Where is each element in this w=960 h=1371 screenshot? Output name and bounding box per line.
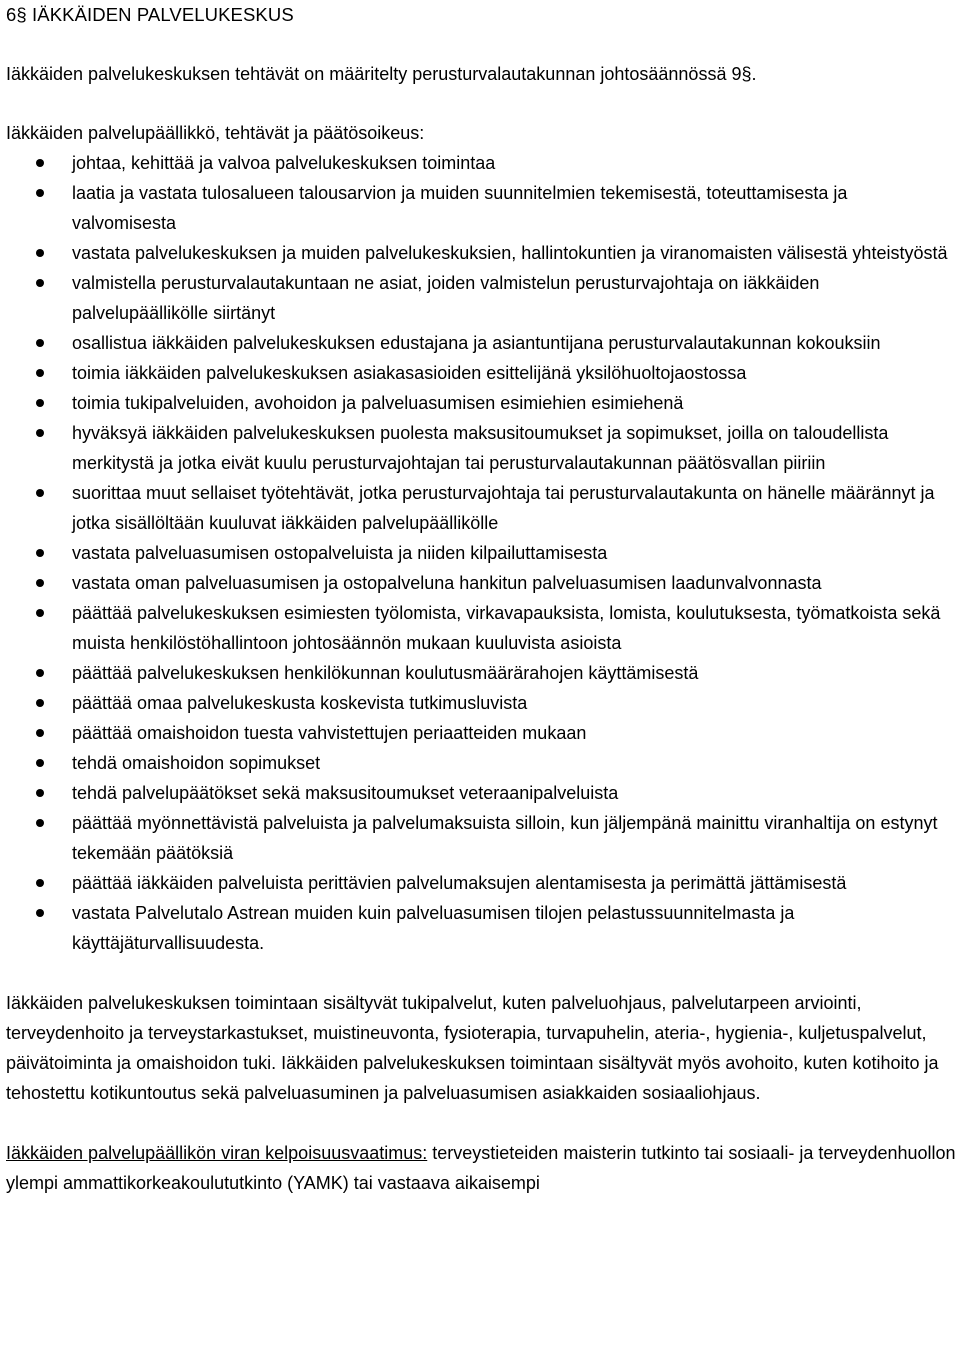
bullet-icon bbox=[36, 879, 44, 887]
list-item bbox=[6, 418, 956, 478]
bullet-icon bbox=[36, 909, 44, 917]
bullet-icon bbox=[36, 609, 44, 617]
qualification-label: Iäkkäiden palvelupäällikön viran kelpoisuusvaatimus: bbox=[6, 1143, 428, 1163]
list-item bbox=[6, 598, 956, 658]
list-item bbox=[6, 538, 956, 568]
list-item bbox=[6, 868, 956, 898]
bullet-icon bbox=[36, 699, 44, 707]
list-item-text: päättää omaishoidon tuesta vahvistettujen periaatteiden mukaan bbox=[72, 723, 587, 743]
list-item-text: osallistua iäkkäiden palvelukeskuksen edustajana ja asiantuntijana perusturvalautakunnan kokouksiin bbox=[72, 333, 881, 353]
bullet-icon bbox=[36, 729, 44, 737]
list-item-text: valmistella perusturvalautakuntaan ne asiat, joiden valmistelun perusturvajohtaja on iäkkäiden palvelupäällikölle siirtänyt bbox=[72, 273, 820, 323]
list-item-text: tehdä palvelupäätökset sekä maksusitoumukset veteraanipalveluista bbox=[72, 783, 619, 803]
bullet-icon bbox=[36, 819, 44, 827]
list-item bbox=[6, 238, 956, 268]
list-item bbox=[6, 178, 956, 238]
bullet-icon bbox=[36, 249, 44, 257]
bullet-icon bbox=[36, 189, 44, 197]
list-item bbox=[6, 268, 956, 328]
list-item bbox=[6, 748, 956, 778]
list-item-text: johtaa, kehittää ja valvoa palvelukeskuksen toimintaa bbox=[72, 153, 496, 173]
list-item-text: päättää omaa palvelukeskusta koskevista tutkimusluvista bbox=[72, 693, 528, 713]
intro-paragraph: Iäkkäiden palvelukeskuksen tehtävät on määritelty perusturvalautakunnan johtosäännössä 9§. bbox=[6, 64, 757, 84]
list-item-text: toimia tukipalveluiden, avohoidon ja palveluasumisen esimiehien esimiehenä bbox=[72, 393, 684, 413]
list-item bbox=[6, 358, 956, 388]
document-page bbox=[6, 0, 956, 1198]
bullet-icon bbox=[36, 549, 44, 557]
list-item-text: laatia ja vastata tulosalueen talousarvion ja muiden suunnitelmien tekemisestä, toteuttamisesta ja valvomisesta bbox=[72, 183, 848, 233]
list-item-text: vastata palveluasumisen ostopalveluista ja niiden kilpailuttamisesta bbox=[72, 543, 608, 563]
list-item bbox=[6, 148, 956, 178]
list-item bbox=[6, 478, 956, 538]
duties-list bbox=[6, 148, 956, 958]
list-item-text: päättää palvelukeskuksen esimiesten työlomista, virkavapauksista, lomista, koulutuksesta, työmatkoista sekä muista henkilöstöhallintoon johtosäännön mukaan kuuluvista asioista bbox=[72, 603, 941, 653]
qualification-text: terveystieteiden maisterin tutkinto tai sosiaali- ja terveydenhuollon ylempi ammattikorkeakoulututkinto (YAMK) tai vastaava aikaisempi bbox=[6, 1143, 956, 1193]
bullet-icon bbox=[36, 489, 44, 497]
list-item-text: tehdä omaishoidon sopimukset bbox=[72, 753, 321, 773]
bullet-icon bbox=[36, 579, 44, 587]
bullet-icon bbox=[36, 339, 44, 347]
list-item bbox=[6, 898, 956, 958]
section-heading: 6§ IÄKKÄIDEN PALVELUKESKUS bbox=[6, 4, 294, 25]
list-item bbox=[6, 328, 956, 358]
list-item bbox=[6, 658, 956, 688]
qualification-paragraph bbox=[6, 1138, 956, 1198]
list-item bbox=[6, 388, 956, 418]
duties-title: Iäkkäiden palvelupäällikkö, tehtävät ja päätösoikeus: bbox=[6, 123, 425, 143]
list-item-text: päättää myönnettävistä palveluista ja palvelumaksuista silloin, kun jäljempänä mainittu viranhaltija on estynyt tekemään päätöksiä bbox=[72, 813, 938, 863]
list-item-text: vastata Palvelutalo Astrean muiden kuin palveluasumisen tilojen pelastussuunnitelmasta ja käyttäjäturvallisuudesta. bbox=[72, 903, 795, 953]
list-item bbox=[6, 688, 956, 718]
bullet-icon bbox=[36, 789, 44, 797]
list-item-text: päättää palvelukeskuksen henkilökunnan koulutusmäärärahojen käyttämisestä bbox=[72, 663, 699, 683]
list-item-text: toimia iäkkäiden palvelukeskuksen asiakasasioiden esittelijänä yksilöhuoltojaostossa bbox=[72, 363, 747, 383]
summary-paragraph: Iäkkäiden palvelukeskuksen toimintaan sisältyvät tukipalvelut, kuten palveluohjaus, palvelutarpeen arviointi, terveydenhoito ja terveystarkastukset, muistineuvonta, fysioterapia, turvapuhelin, ateria-, hygienia-, kuljetuspalvelut, päivätoiminta ja omaishoidon tuki. Iäkkäiden palvelukeskuksen toimintaan sisältyvät myös avohoito, kuten kotihoito ja tehostettu kotikuntoutus sekä palveluasuminen ja palveluasumisen asiakkaiden sosiaaliohjaus. bbox=[6, 993, 939, 1103]
bullet-icon bbox=[36, 159, 44, 167]
list-item bbox=[6, 568, 956, 598]
bullet-icon bbox=[36, 279, 44, 287]
list-item bbox=[6, 718, 956, 748]
list-item bbox=[6, 778, 956, 808]
bullet-icon bbox=[36, 369, 44, 377]
list-item-text: suorittaa muut sellaiset työtehtävät, jotka perusturvajohtaja tai perusturvalautakunta on hänelle määrännyt ja jotka sisällöltään kuuluvat iäkkäiden palvelupäällikölle bbox=[72, 483, 935, 533]
list-item bbox=[6, 808, 956, 868]
bullet-icon bbox=[36, 669, 44, 677]
bullet-icon bbox=[36, 759, 44, 767]
list-item-text: vastata oman palveluasumisen ja ostopalveluna hankitun palveluasumisen laadunvalvonnasta bbox=[72, 573, 822, 593]
list-item-text: päättää iäkkäiden palveluista perittävien palvelumaksujen alentamisesta ja perimättä jättämisestä bbox=[72, 873, 847, 893]
list-item-text: vastata palvelukeskuksen ja muiden palvelukeskuksien, hallintokuntien ja viranomaisten välisestä yhteistyöstä bbox=[72, 243, 948, 263]
bullet-icon bbox=[36, 399, 44, 407]
bullet-icon bbox=[36, 429, 44, 437]
list-item-text: hyväksyä iäkkäiden palvelukeskuksen puolesta maksusitoumukset ja sopimukset, joilla on taloudellista merkitystä ja jotka eivät kuulu perusturvajohtajan tai perusturvalautakunnan päätösvallan piiriin bbox=[72, 423, 889, 473]
